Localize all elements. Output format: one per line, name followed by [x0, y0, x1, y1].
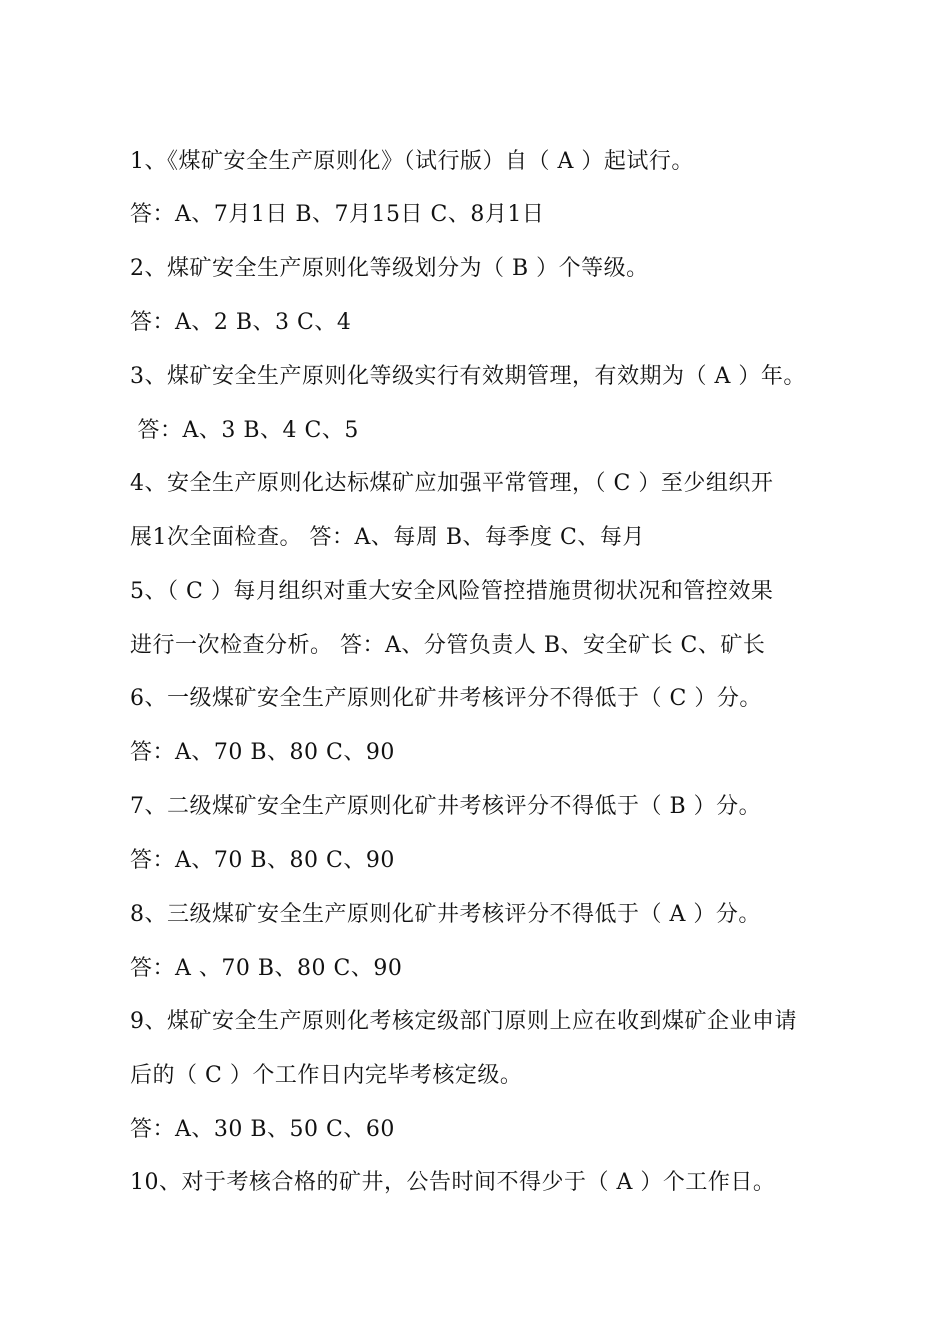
question-8: 8、三级煤矿安全生产原则化矿井考核评分不得低于（ A ）分。: [130, 902, 761, 927]
question-4-line-2: 展1次全面检查。 答：A、每周 B、每季度 C、每月: [130, 525, 645, 550]
question-9-line-2: 后的（ C ）个工作日内完毕考核定级。: [130, 1063, 523, 1088]
question-3: 3、煤矿安全生产原则化等级实行有效期管理，有效期为（ A ）年。: [130, 364, 806, 389]
answer-7: 答：A、70 B、80 C、90: [130, 848, 395, 873]
answer-2: 答：A、2 B、3 C、4: [130, 310, 352, 335]
question-10: 10、对于考核合格的矿井，公告时间不得少于（ A ）个工作日。: [130, 1170, 776, 1195]
answer-8: 答：A 、70 B、80 C、90: [130, 956, 403, 981]
question-5-line-2: 进行一次检查分析。 答：A、分管负责人 B、安全矿长 C、矿长: [130, 633, 766, 658]
answer-9: 答：A、30 B、50 C、60: [130, 1117, 395, 1142]
question-5-line-1: 5、（ C ）每月组织对重大安全风险管控措施贯彻状况和管控效果: [130, 579, 774, 604]
question-1: 1、《煤矿安全生产原则化》（试行版）自（ A ）起试行。: [130, 149, 694, 174]
question-6: 6、一级煤矿安全生产原则化矿井考核评分不得低于（ C ）分。: [130, 686, 762, 711]
question-4-line-1: 4、安全生产原则化达标煤矿应加强平常管理，（ C ）至少组织开: [130, 471, 774, 496]
answer-1: 答：A、7月1日 B、7月15日 C、8月1日: [130, 202, 545, 227]
answer-3: 答：A、3 B、4 C、5: [130, 418, 359, 443]
question-2: 2、煤矿安全生产原则化等级划分为（ B ）个等级。: [130, 256, 649, 281]
question-7: 7、二级煤矿安全生产原则化矿井考核评分不得低于（ B ）分。: [130, 794, 762, 819]
answer-6: 答：A、70 B、80 C、90: [130, 740, 395, 765]
question-9-line-1: 9、煤矿安全生产原则化考核定级部门原则上应在收到煤矿企业申请: [130, 1009, 797, 1034]
